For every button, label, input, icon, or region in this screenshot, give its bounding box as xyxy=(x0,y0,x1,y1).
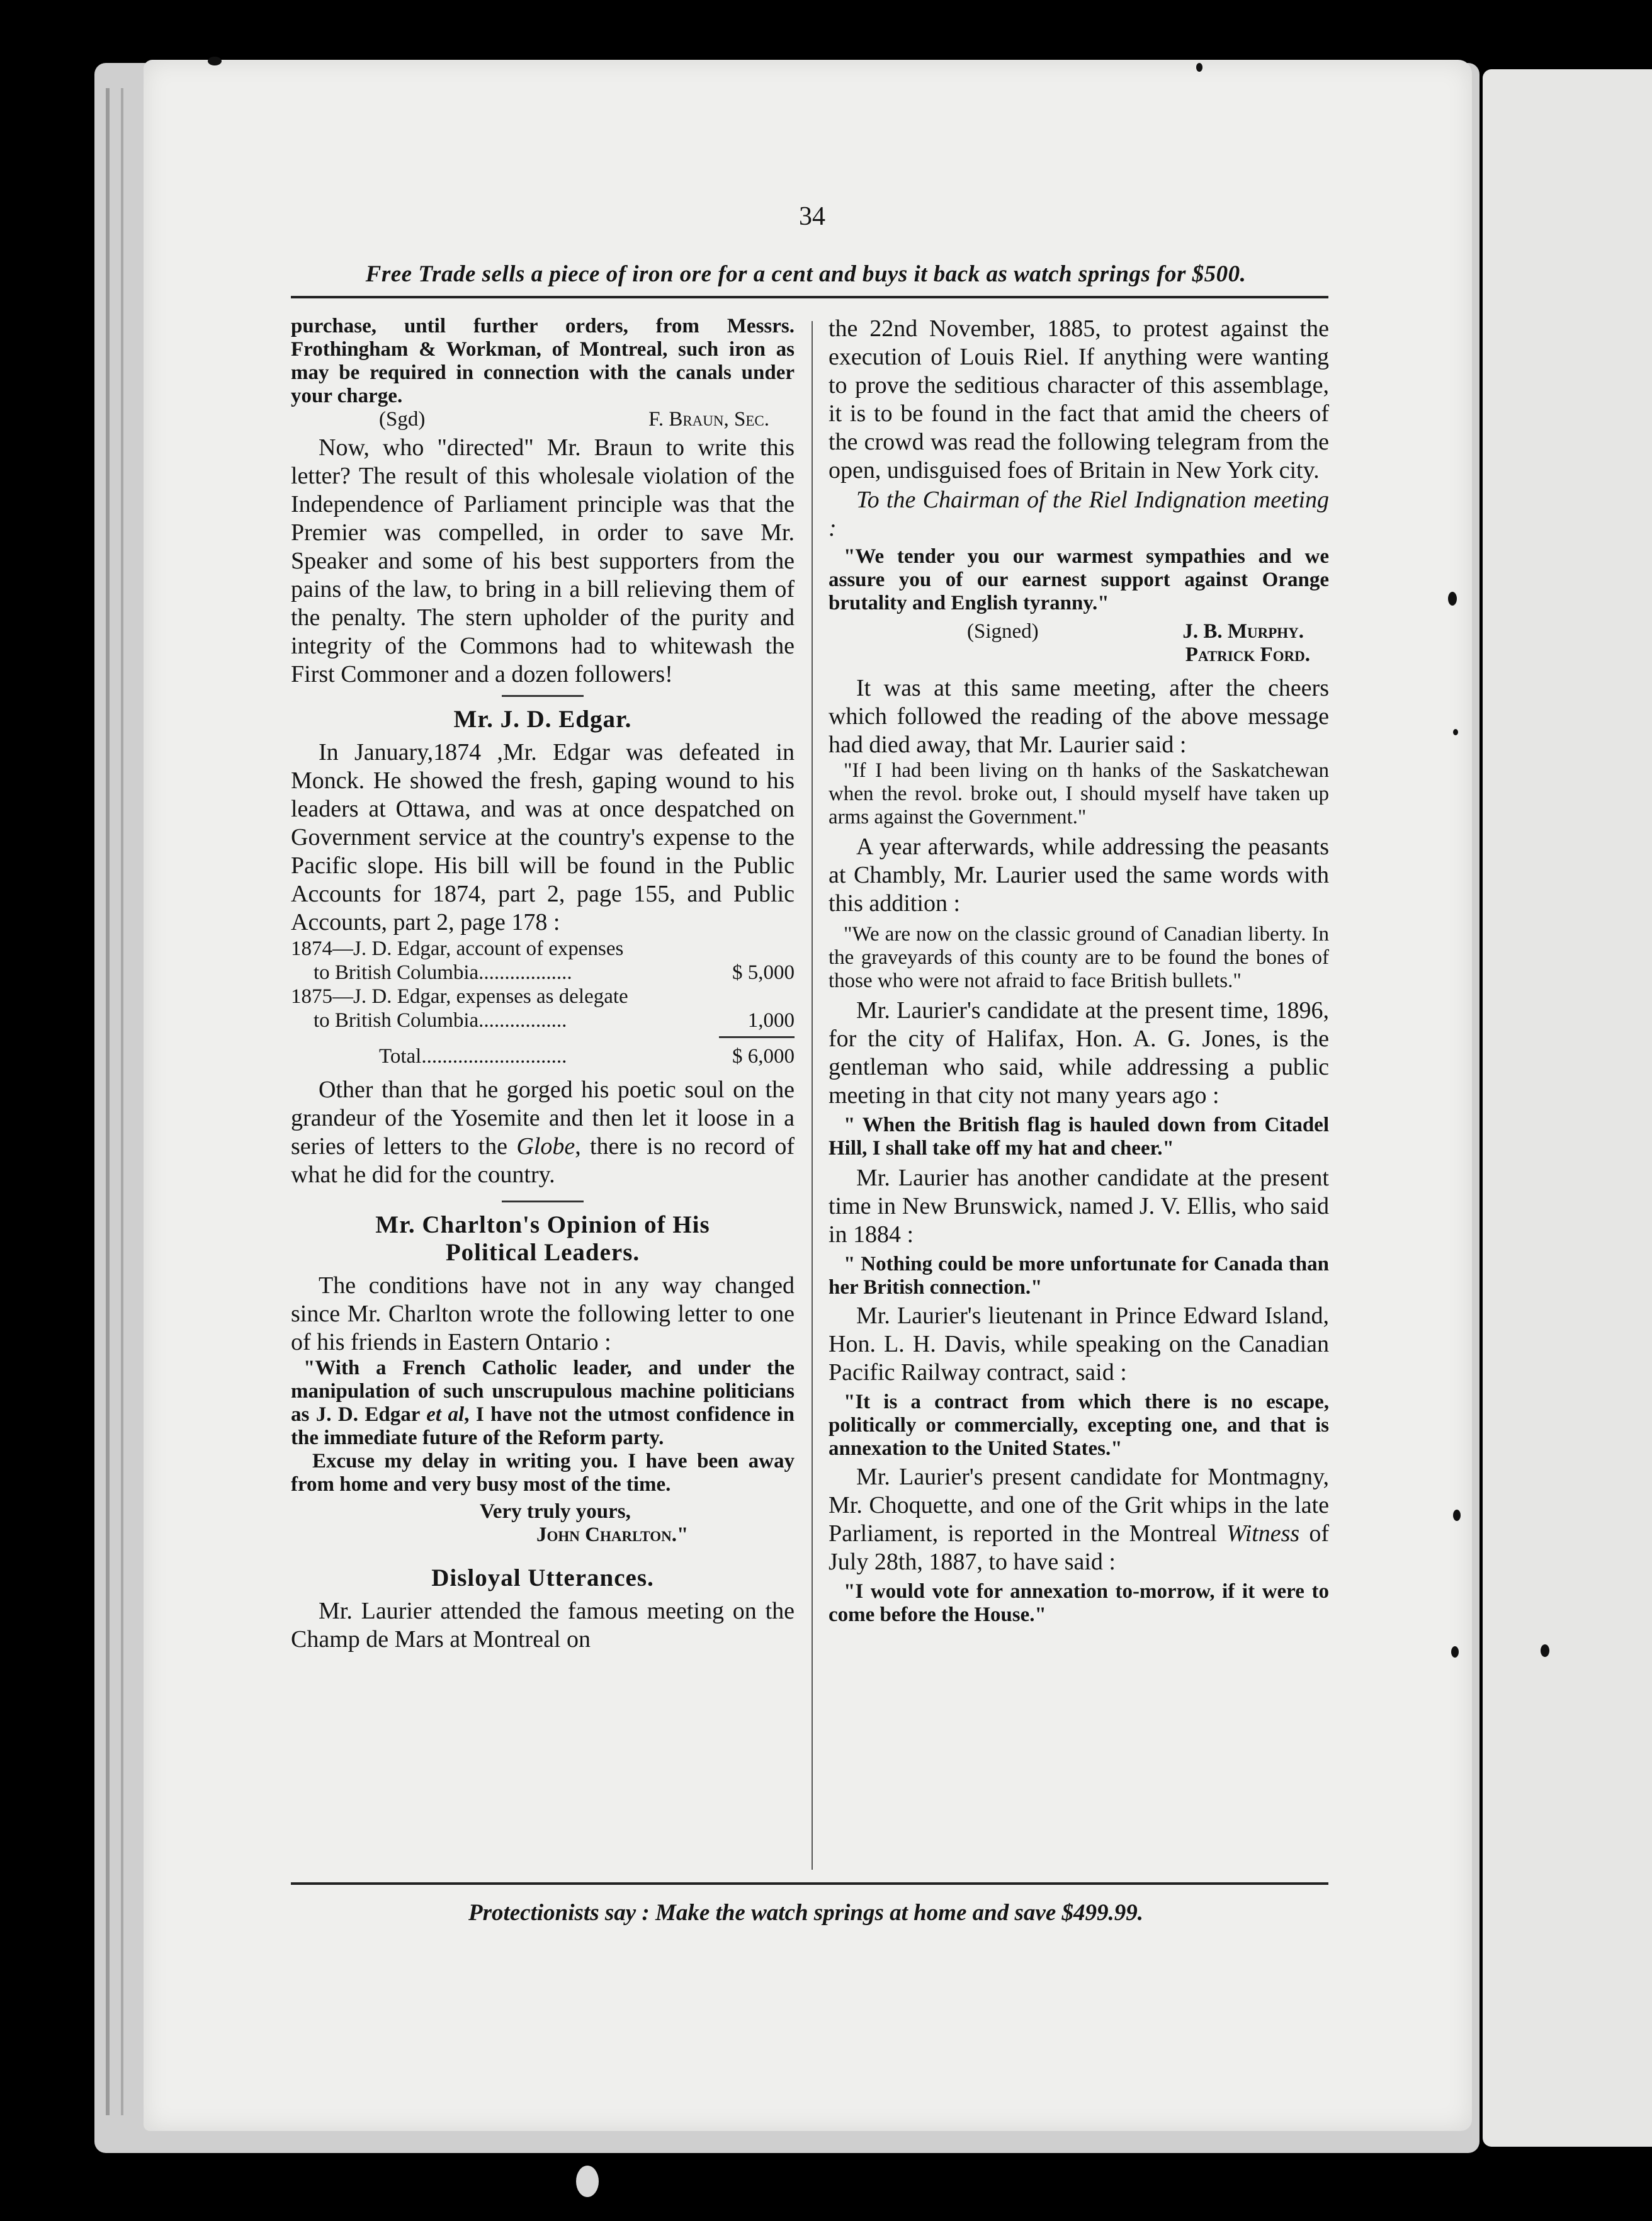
ledger-row xyxy=(291,937,795,961)
ledger-total-amount: $ 6,000 xyxy=(732,1045,795,1068)
letter-closing: Very truly yours, xyxy=(480,1500,631,1523)
speck-mark xyxy=(576,2166,599,2197)
paragraph: A year afterwards, while addressing the peasants at Chambly, Mr. Laurier used the same words with this addition : xyxy=(829,834,1329,917)
signed-prefix: (Signed) xyxy=(967,620,1039,643)
telegram-quote: "We tender you our warmest sympathies and we assure you of our earnest support against Orange brutality and English tyranny." xyxy=(829,545,1329,614)
footer-motto: Protectionists say : Make the watch springs at home and save $499.99. xyxy=(468,1900,1143,1926)
speck-mark xyxy=(208,57,222,65)
text-run: Mr. Laurier's present candidate for Montmagny, Mr. Choquette, and one of the Grit whips in the late Parliament, is reported in the Montreal xyxy=(829,1464,1329,1547)
paragraph: Mr. Laurier has another candidate at the present time in New Brunswick, named J. V. Ellis, who said in 1884 : xyxy=(829,1165,1329,1248)
speck-mark xyxy=(1451,1646,1459,1658)
paragraph: It was at this same meeting, after the cheers which followed the reading of the above message had died away, that Mr. Laurier said : xyxy=(829,675,1329,758)
section-separator xyxy=(502,695,584,697)
ledger-label: 1875—J. D. Edgar, expenses as delegate xyxy=(291,985,628,1008)
italic-title: Globe xyxy=(516,1133,575,1160)
signature-prefix: (Sgd) xyxy=(379,408,426,431)
ledger-label: 1874—J. D. Edgar, account of expenses xyxy=(291,937,624,960)
expense-ledger xyxy=(291,937,795,1068)
letter-closing-name: John Charlton." xyxy=(536,1523,689,1546)
telegram-signature xyxy=(829,620,1329,643)
section-heading-disloyal: Disloyal Utterances. xyxy=(431,1564,654,1591)
paragraph: Mr. Laurier's candidate at the present time, 1896, for the city of Halifax, Hon. A. G. Jones, is the gentleman who said, while addressing a public meeting in that city not many years ago : xyxy=(829,997,1329,1109)
paragraph xyxy=(291,1076,795,1189)
ledger-total-label: Total............................ xyxy=(379,1045,567,1068)
paragraph: Now, who "directed" Mr. Braun to write this letter? The result of this wholesale violation of the Independence of Parliament principle was that the Premier was compelled, in order to save Mr. Speaker and some of his best supporters from the pains of the law, to bring in a bill relieving them of the penalty. The stern upholder of the purity and integrity of the Commons had to whitewash the First Commoner and a dozen followers! xyxy=(291,434,795,687)
quote: "I would vote for annexation to-morrow, if it were to come before the House." xyxy=(829,1580,1329,1626)
text-run: of July 28th, 1887, to have said : xyxy=(829,1520,1329,1575)
ledger-amount: 1,000 xyxy=(747,1009,795,1032)
speck-mark xyxy=(1453,1510,1461,1521)
section-heading-edgar: Mr. J. D. Edgar. xyxy=(453,706,632,733)
left-column xyxy=(291,315,795,1654)
quote: "If I had been living on th hanks of the Saskatchewan when the revol. broke out, I should myself have taken up arms against the Government." xyxy=(829,759,1329,828)
paragraph: Mr. Laurier attended the famous meeting on the Champ de Mars at Montreal on xyxy=(291,1598,795,1653)
signature-name: F. Braun, Sec. xyxy=(648,408,769,431)
header-motto: Free Trade sells a piece of iron ore for a cent and buys it back as watch springs for $500. xyxy=(365,261,1247,287)
speck-mark xyxy=(1453,729,1458,735)
text-run: Other than that he gorged his poetic soul on the grandeur of the Yosemite and then let it loose in a series of letters to the xyxy=(291,1077,795,1160)
paragraph: In January,1874 ,Mr. Edgar was defeated in Monck. He showed the fresh, gaping wound to his leaders at Ottawa, and was at once despatched on Government service at the country's expense to the Pacific slope. His bill will be found in the Public Accounts for 1874, part 2, page 155, and Public Accounts, part 2, page 178 : xyxy=(291,739,795,935)
ledger-total-row xyxy=(291,1044,795,1068)
ledger-row xyxy=(291,985,795,1009)
speck-mark xyxy=(1448,592,1457,606)
quote: " Nothing could be more unfortunate for Canada than her British connection." xyxy=(829,1253,1329,1299)
paragraph: Mr. Laurier's lieutenant in Prince Edward Island, Hon. L. H. Davis, while speaking on the Canadian Pacific Railway contract, said : xyxy=(829,1303,1329,1386)
letter-excerpt: purchase, until further orders, from Messrs. Frothingham & Workman, of Montreal, such iron as may be required in connection with the canals under your charge. xyxy=(291,315,795,407)
paragraph xyxy=(829,1463,1329,1576)
header-rule xyxy=(291,296,1328,298)
telegram-address: To the Chairman of the Riel Indignation meeting : xyxy=(829,487,1329,541)
quote: "We are now on the classic ground of Canadian liberty. In the graveyards of this county are to be found the bones of those who were not afraid to face British bullets." xyxy=(829,923,1329,992)
section-separator xyxy=(502,1201,584,1202)
ledger-amount: $ 5,000 xyxy=(732,961,795,984)
text-run: "With a French Catholic leader, and under the manipulation of such unscrupulous machine politicians as J. D. Edgar xyxy=(291,1357,795,1426)
speck-mark xyxy=(1196,63,1202,72)
quoted-letter xyxy=(291,1357,795,1450)
signer-name: Patrick Ford. xyxy=(1185,643,1310,666)
quote: " When the British flag is hauled down from Citadel Hill, I shall take off my hat and cheer." xyxy=(829,1114,1329,1160)
section-heading-charlton-line2: Political Leaders. xyxy=(445,1239,640,1266)
right-column xyxy=(829,315,1329,1627)
quoted-letter: Excuse my delay in writing you. I have been away from home and very busy most of the time. xyxy=(291,1450,795,1496)
speck-mark xyxy=(1541,1644,1549,1657)
text-run: , I have not the utmost confidence in the immediate future of the Reform party. xyxy=(291,1403,795,1449)
text-run: , there is no record of what he did for the country. xyxy=(291,1133,795,1188)
quote: "It is a contract from which there is no escape, politically or commercially, excepting one, and that is annexation to the United States." xyxy=(829,1391,1329,1460)
total-rule xyxy=(719,1036,795,1038)
section-heading-charlton: Mr. Charlton's Opinion of His xyxy=(375,1211,710,1238)
signer-name: J. B. Murphy. xyxy=(1182,620,1304,643)
letter-signature xyxy=(291,408,795,431)
ledger-label: to British Columbia................. xyxy=(314,1009,567,1032)
ledger-row xyxy=(291,961,795,985)
paragraph: the 22nd November, 1885, to protest against the execution of Louis Riel. If anything were wanting to prove the seditious character of this assemblage, it is to be found in the fact that amid the cheers of the crowd was read the following telegram from the open, undisguised foes of Britain in New York city. xyxy=(829,315,1329,483)
facing-page-edge xyxy=(1483,69,1652,2147)
italic-title: Witness xyxy=(1226,1520,1300,1547)
page-number: 34 xyxy=(799,202,825,231)
paragraph: The conditions have not in any way changed since Mr. Charlton wrote the following letter to one of his friends in Eastern Ontario : xyxy=(291,1272,795,1355)
ledger-row xyxy=(291,1009,795,1032)
footer-rule xyxy=(291,1882,1328,1885)
column-divider xyxy=(812,321,813,1870)
ledger-label: to British Columbia.................. xyxy=(314,961,572,984)
italic-phrase: et al xyxy=(426,1403,465,1426)
